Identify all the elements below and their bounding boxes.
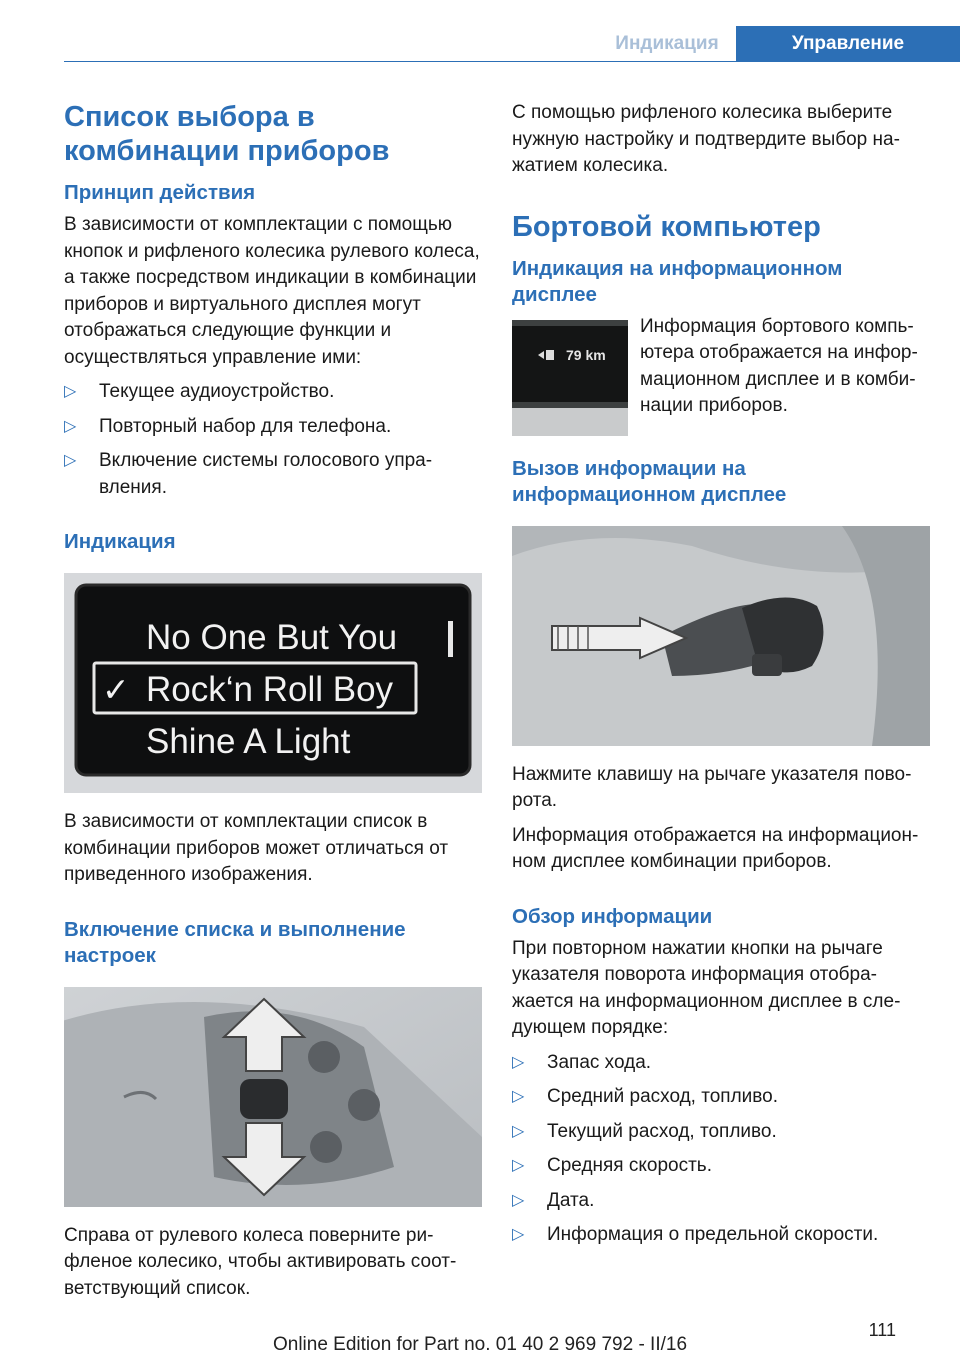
edition-footer: Online Edition for Part no. 01 40 2 969 792 - II/16 (272, 1334, 688, 1355)
display-item-2-selected: Rock‘n Roll Boy (146, 670, 394, 709)
steering-wheel-figure (64, 987, 482, 1207)
wheel-text: С помощью рифленого колесика выберите нужную настройку и подтвердите выбор нажатием колесика. (512, 102, 900, 176)
range-value: 79 km (566, 346, 606, 363)
list-item: ▷ Запас хода. (512, 1050, 930, 1077)
left-column (64, 100, 482, 1310)
overview-list (512, 1050, 930, 1249)
list-item: ▷ Средний расход, топливо. (512, 1084, 930, 1111)
bullet-triangle-icon: ▷ (64, 383, 77, 400)
range-display-figure (512, 320, 628, 436)
info-display-text: Информация бортового компьютера отображается на информационном дисплее и в комбинации приборов. (640, 315, 918, 416)
bullet-triangle-icon: ▷ (512, 1088, 525, 1105)
call-info-heading: Вызов информации на информационном дисплее (512, 456, 787, 506)
function-list (64, 379, 482, 501)
list-item: ▷ Включение системы голосового управления. (64, 450, 433, 498)
info-display-heading: Индикация на информационном дисплее (512, 256, 843, 306)
section-title-selection-list: Список выбора в комбинации приборов (64, 101, 390, 167)
press-text: Нажмите клавишу на рычаге указателя поворота. (512, 763, 912, 811)
bullet-triangle-icon: ▷ (64, 417, 77, 435)
bullet-triangle-icon: ▷ (512, 1053, 525, 1071)
overview-heading: Обзор информации (512, 904, 713, 928)
principle-text: В зависимости от комплектации с помощью кнопок и рифленого колесика рулевого колеса, а также посредством индикации в комбинации приборов и виртуального дисплея могут отображаться следующие функции и осуществляться управление ими: (64, 214, 480, 368)
indication-heading: Индикация (64, 530, 176, 553)
bullet-triangle-icon: ▷ (512, 1157, 525, 1174)
enable-text: Справа от рулевого колеса поверните рифленое колесико, чтобы активировать соответствующий список. (64, 1224, 457, 1299)
shown-text: Информация отображается на информационном дисплее комбинации приборов. (512, 824, 919, 872)
info-display-row (512, 314, 930, 436)
bullet-triangle-icon: ▷ (512, 1122, 525, 1140)
list-item: ▷ Дата. (512, 1188, 930, 1215)
list-item: ▷ Средняя скорость. (512, 1153, 930, 1180)
list-item: ▷ Информация о предельной скорости. (512, 1222, 930, 1249)
section-title-onboard-computer: Бортовой компьютер (512, 210, 821, 243)
principle-heading: Принцип действия (64, 181, 256, 204)
list-item: ▷ Текущее аудиоустройство. (64, 379, 482, 406)
overview-text: При повторном нажатии кнопки на рычаге указателя поворота информация отображается на информационном дисплее в следующем порядке: (512, 937, 901, 1038)
bullet-triangle-icon: ▷ (64, 452, 77, 469)
list-item: ▷ Повторный набор для телефона. (64, 414, 482, 441)
display-note: В зависимости от комплектации список в комбинации приборов может отличаться от приведенного изображения. (64, 811, 449, 885)
cluster-list-figure (64, 573, 482, 793)
enable-heading: Включение списка и выполнение настроек (64, 917, 406, 967)
tab-indicator[interactable]: Индикация (615, 33, 719, 54)
bullet-triangle-icon: ▷ (512, 1226, 525, 1243)
bullet-triangle-icon: ▷ (512, 1191, 525, 1209)
right-column (512, 100, 930, 1257)
display-item-1: No One But You (146, 618, 398, 657)
turn-signal-lever-figure (512, 526, 930, 746)
page-number: 111 (868, 1320, 896, 1340)
display-checkmark-icon: ✓ (102, 670, 130, 709)
list-item: ▷ Текущий расход, топливо. (512, 1119, 930, 1146)
tab-control[interactable]: Управление (736, 26, 960, 62)
display-item-3: Shine A Light (146, 722, 351, 761)
